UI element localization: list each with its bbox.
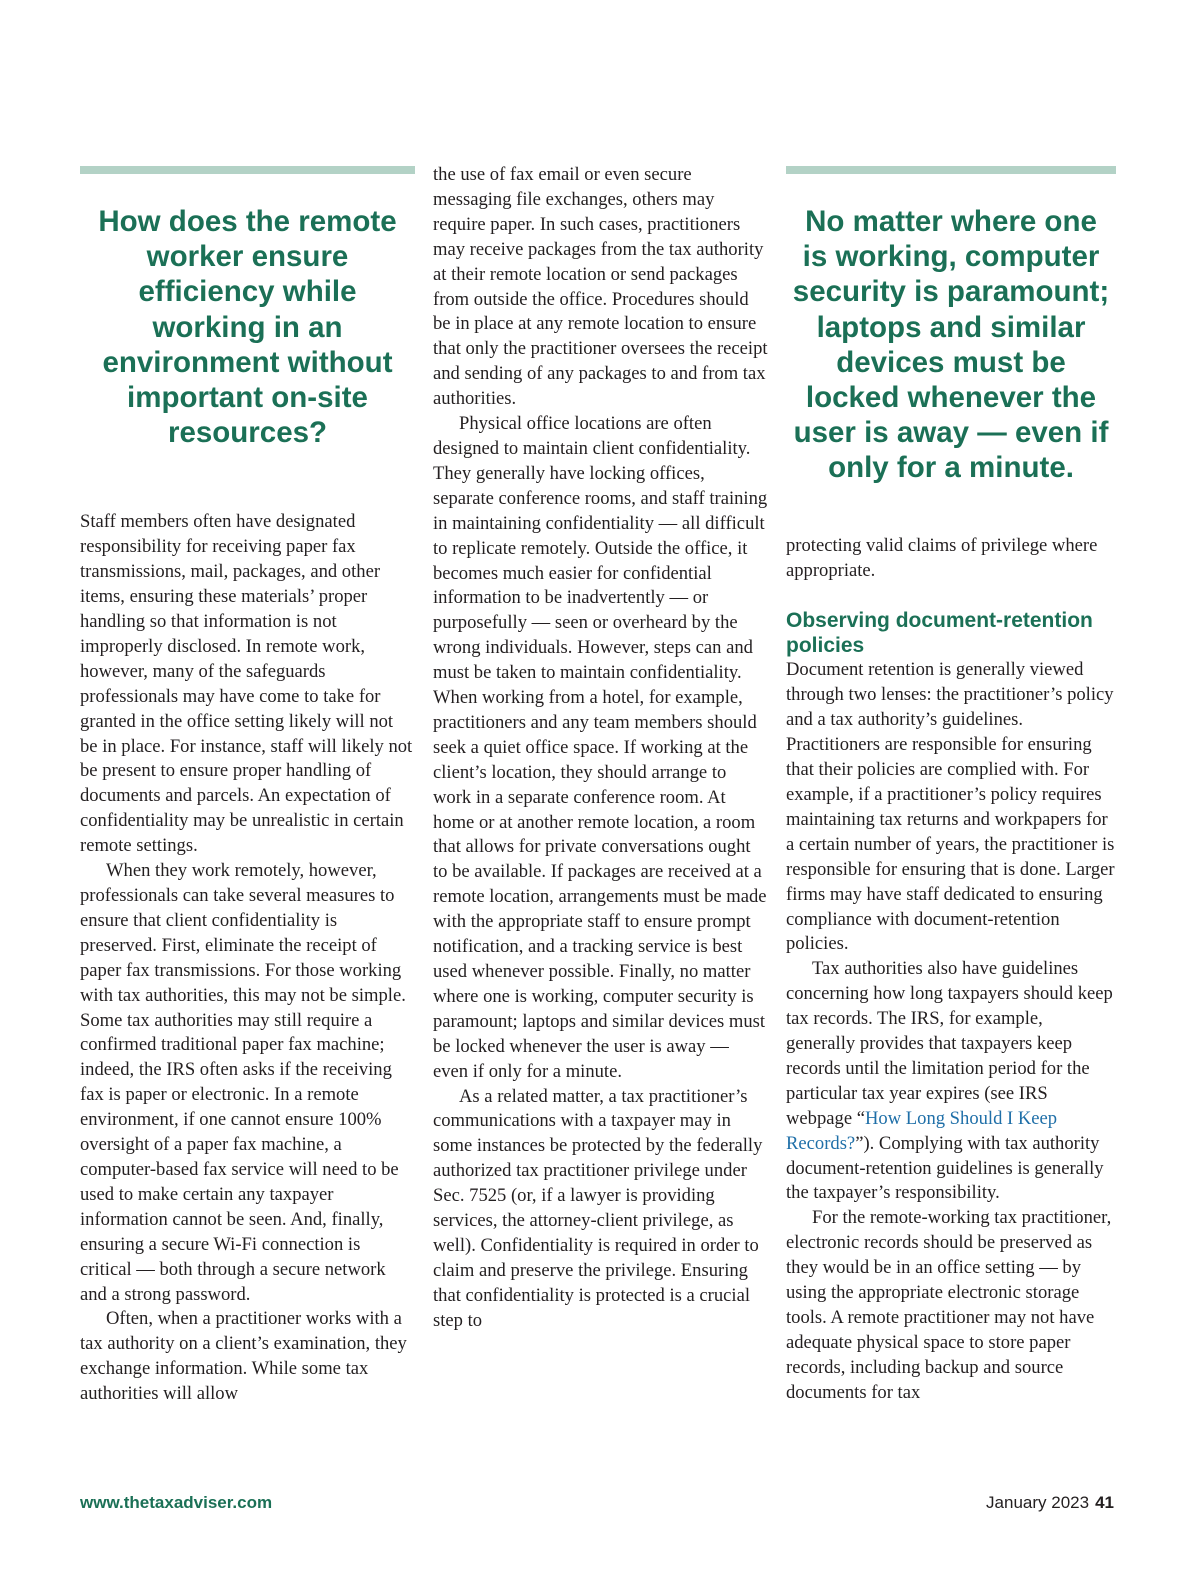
pull-quote-left: How does the remote worker ensure efficiency while working in an environment without important on-site resources?	[98, 205, 397, 450]
footer-website: www.thetaxadviser.com	[80, 1493, 273, 1512]
footer-issue	[986, 1493, 1114, 1513]
pull-quote-right: No matter where one is working, computer security is paramount; laptops and similar devices must be locked whenever the user is away — even if only for a minute.	[792, 205, 1110, 485]
pull-quote-rule-right	[786, 166, 1116, 174]
paragraph: Often, when a practitioner works with a tax authority on a client’s examination, they exchange information. While some tax authorities will allow	[80, 1308, 407, 1405]
paragraph-text: ”). Complying with tax authority document-retention guidelines is generally the taxpayer’s responsibility.	[786, 1132, 1104, 1204]
paragraph	[786, 957, 1116, 1206]
column-middle-text	[433, 163, 768, 1334]
page-number: 41	[1095, 1493, 1114, 1512]
paragraph: Document retention is generally viewed through two lenses: the practitioner’s policy and a tax authority’s guidelines. Practitioners are responsible for ensuring that their policies are complied with. For example, if a practitioner’s policy requires maintaining tax returns and workpapers for a certain number of years, the practitioner is responsible for ensuring that is done. Larger firms may have staff dedicated to ensuring compliance with document-retention policies.	[786, 659, 1115, 955]
paragraph: For the remote-working tax practitioner, electronic records should be preserved as they would be in an office setting — by using the appropriate electronic storage tools. A remote practitioner may not have adequate physical space to store paper records, including backup and source documents for tax	[786, 1207, 1112, 1403]
paragraph: the use of fax email or even secure messaging file exchanges, others may require paper. In such cases, practitioners may receive packages from the tax authority at their remote location or send packages from outside the office. Procedures should be in place at any remote location to ensure that only the practitioner oversees the receipt and sending of any packages to and from tax authorities.	[433, 164, 768, 410]
footer-date: January 2023	[986, 1493, 1090, 1512]
pull-quote-rule-left	[80, 166, 415, 174]
paragraph: Staff members often have designated responsibility for receiving paper fax transmissions, mail, packages, and other items, ensuring these materials’ proper handling so that information is not improperly disclosed. In remote work, however, many of the safeguards professionals may have come to take for granted in the office setting likely will not be in place. For instance, staff will likely not be present to ensure proper handling of documents and parcels. An expectation of confidentiality may be unrealistic in certain remote settings.	[80, 511, 413, 857]
irs-records-link[interactable]: How Long Should I Keep Records?	[786, 1107, 1058, 1154]
column-right	[786, 163, 1116, 1406]
section-heading: Observing document-retention policies	[786, 609, 1093, 658]
column-left	[80, 163, 415, 1407]
paragraph-text: Tax authorities also have guidelines concerning how long taxpayers should keep tax records. The IRS, for example, generally provides that taxpayers keep records until the limitation period for the particular tax year expires (see IRS webpage “	[786, 958, 1113, 1129]
column-middle	[433, 163, 768, 1334]
column-left-text	[80, 510, 415, 1407]
paragraph: When they work remotely, however, professionals can take several measures to ensure that client confidentiality is preserved. First, eliminate the receipt of paper fax transmissions. For those working with tax authorities, this may not be simple. Some tax authorities may still require a confirmed traditional paper fax machine; indeed, the IRS often asks if the receiving fax is paper or electronic. In a remote environment, if one cannot ensure 100% oversight of a paper fax machine, a computer-based fax service will need to be used to make certain any taxpayer information cannot be seen. And, finally, ensuring a secure Wi-Fi connection is critical — both through a secure network and a strong password.	[80, 860, 406, 1305]
paragraph: As a related matter, a tax practitioner’s communications with a taxpayer may in some instances be protected by the federally authorized tax practitioner privilege under Sec. 7525 (or, if a lawyer is providing services, the attorney-client privilege, as well). Confidentiality is required in order to claim and preserve the privilege. Ensuring that confidentiality is protected is a crucial step to	[433, 1085, 763, 1331]
column-right-text	[786, 534, 1116, 1406]
paragraph: Physical office locations are often designed to maintain client confidentiality. They generally have locking offices, separate conference rooms, and staff training in maintaining confidentiality — all difficult to replicate remotely. Outside the office, it becomes much easier for confidential information to be inadvertently — or purposefully — seen or overheard by the wrong individuals. However, steps can and must be taken to maintain confidentiality. When working from a hotel, for example, practitioners and any team members should seek a quiet office space. If working at the client’s location, they should arrange to work in a separate conference room. At home or at another remote location, a room that allows for private conversations ought to be available. If packages are received at a remote location, arrangements must be made with the appropriate staff to ensure prompt notification, and a tracking service is best used whenever possible. Finally, no matter where one is working, computer security is paramount; laptops and similar devices must be locked whenever the user is away — even if only for a minute.	[433, 413, 768, 1082]
paragraph: protecting valid claims of privilege where appropriate.	[786, 534, 1098, 581]
